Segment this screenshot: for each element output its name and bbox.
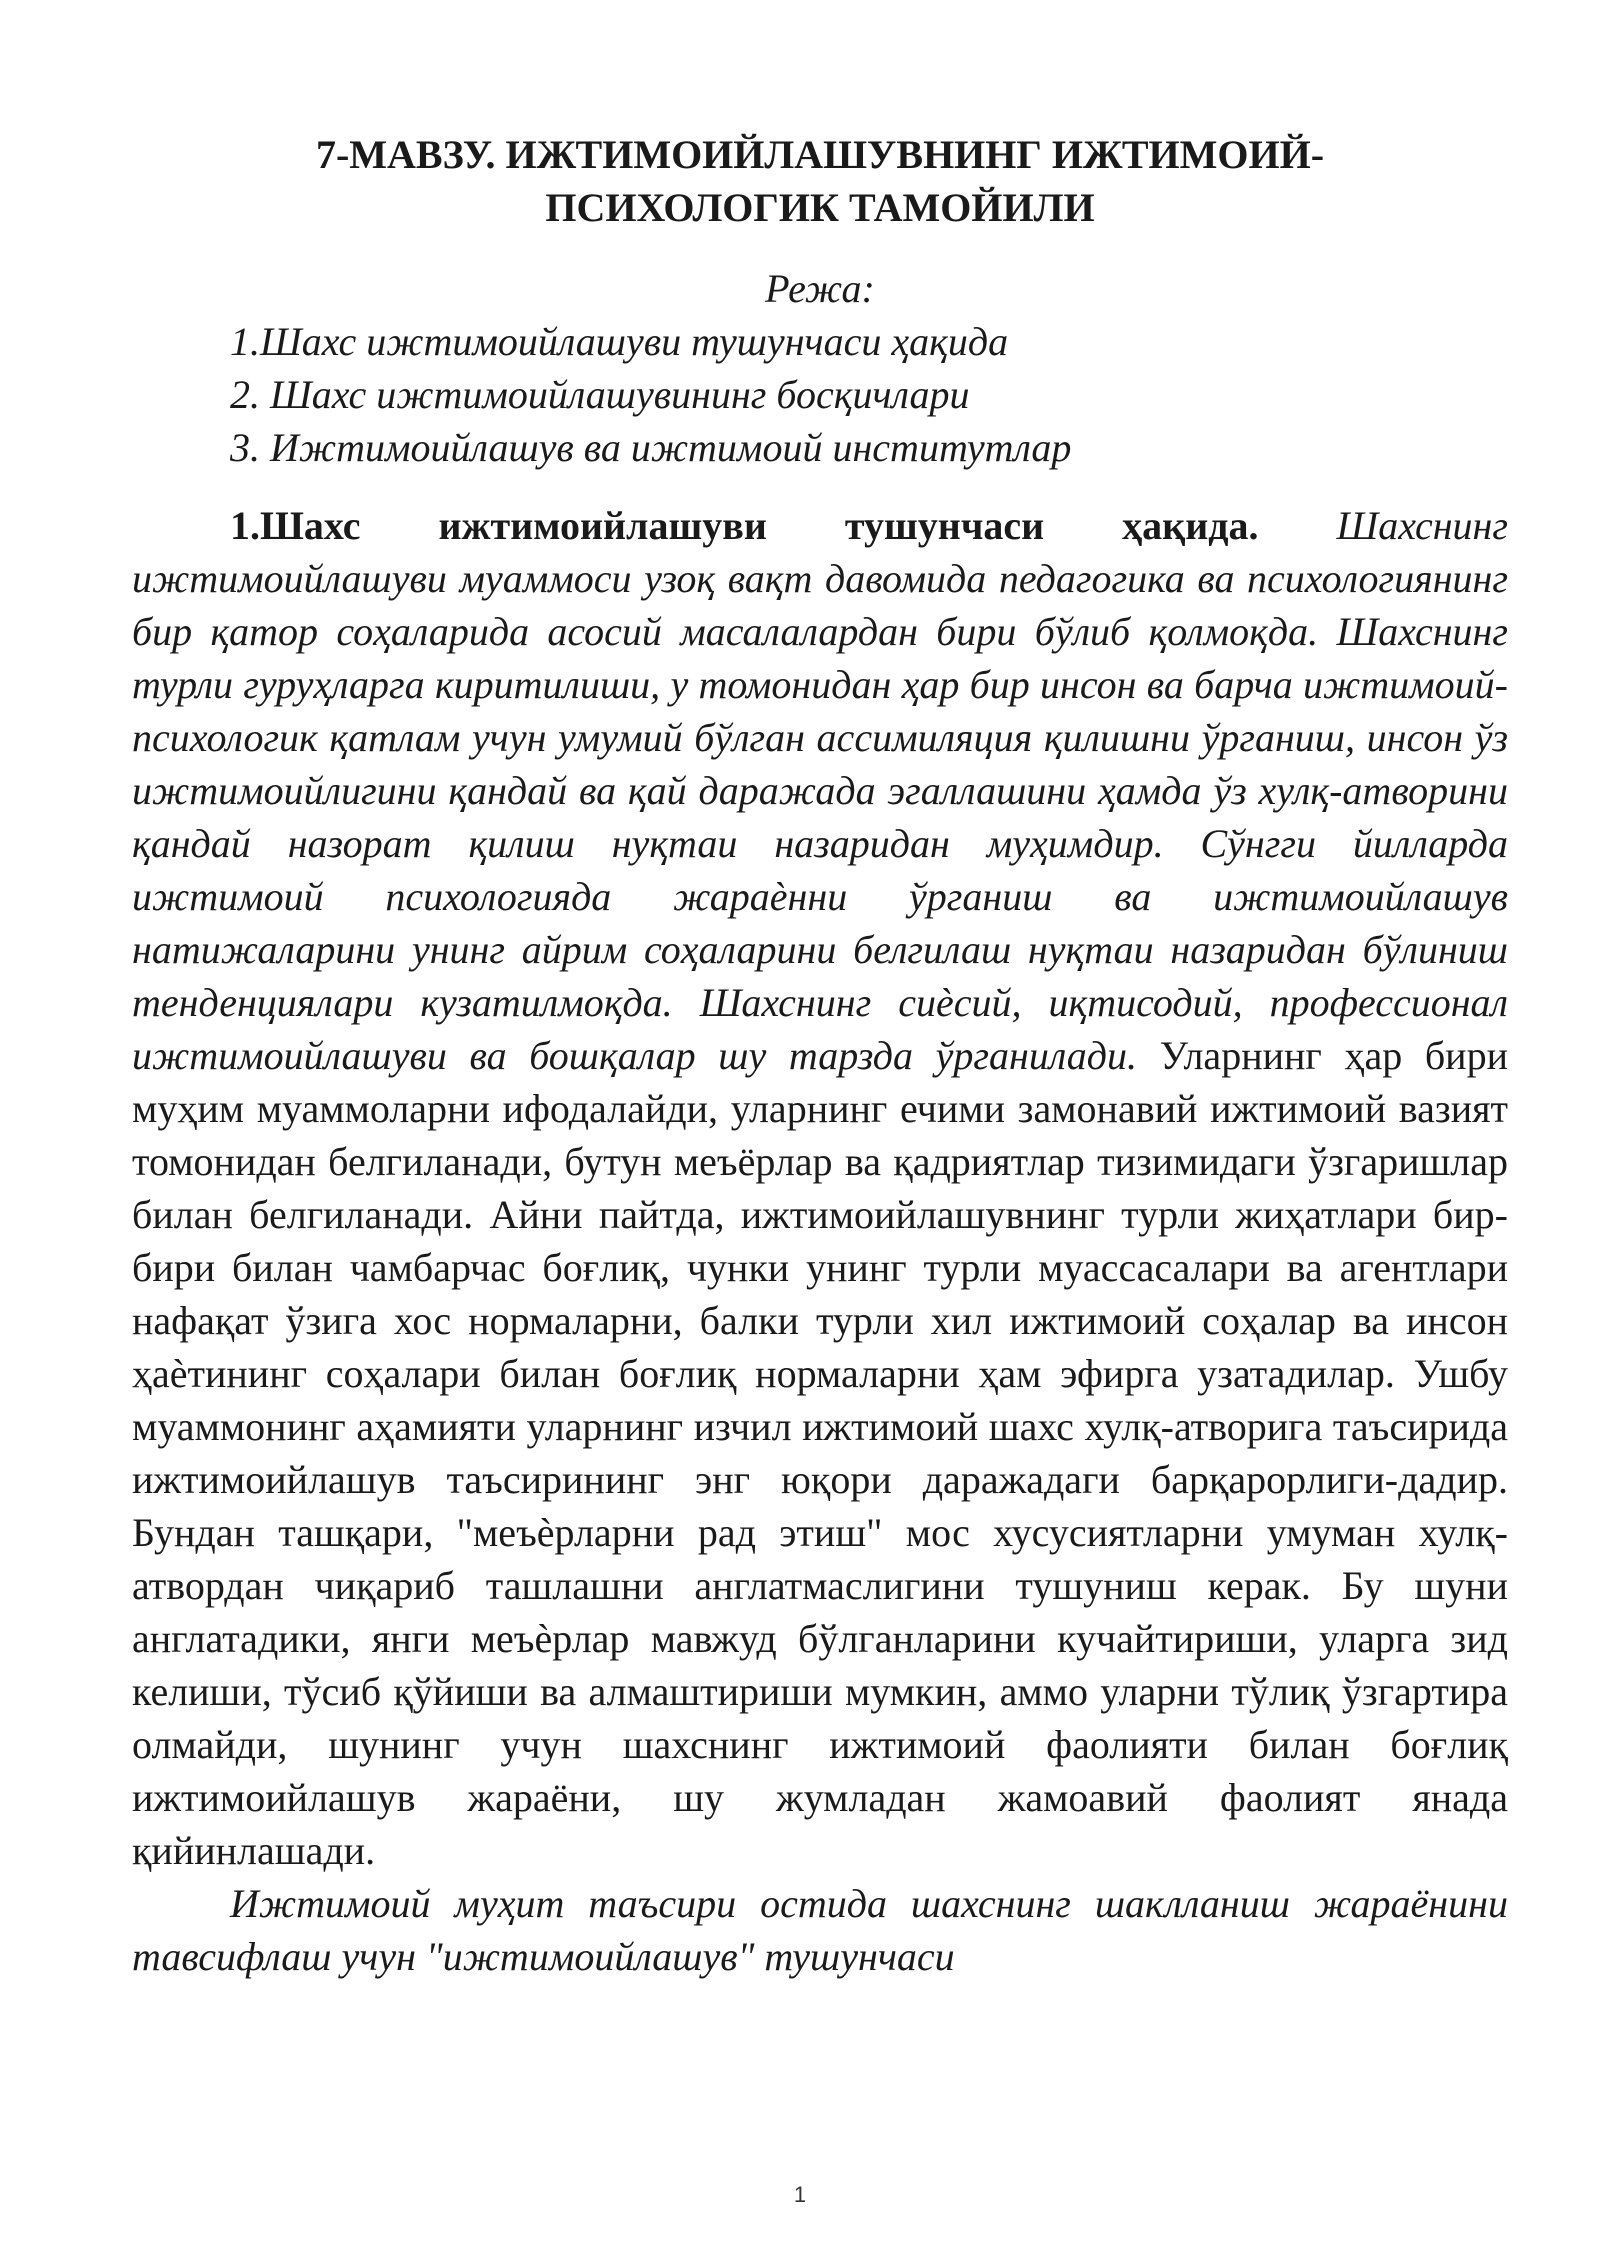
section-1-paragraph <box>132 499 1508 1877</box>
plan-list <box>230 315 1510 474</box>
title-line-1: 7-МАВЗУ. ИЖТИМОИЙЛАШУВНИНГ ИЖТИМОИЙ- <box>315 132 1325 177</box>
paragraph-2: Ижтимоий муҳит таъсири остида шахснинг шаклланиш жараёнини тавсифлаш учун "ижтимоийлашув" тушунчаси <box>132 1881 1508 1979</box>
plan-heading: Режа: <box>765 266 875 311</box>
document-title <box>130 128 1510 234</box>
section-1-heading: 1.Шахс ижтимоийлашуви тушунчаси ҳақида. <box>230 503 1259 548</box>
title-line-2: ПСИХОЛОГИК ТАМОЙИЛИ <box>545 185 1095 230</box>
plan-item: 2. Шахс ижтимоийлашувининг босқичлари <box>230 372 970 417</box>
page-number: 1 <box>793 2182 807 2207</box>
plan-item: 1.Шахс ижтимоийлашуви тушунчаси ҳақида <box>230 319 1009 364</box>
body-text <box>132 499 1508 1983</box>
section-1-italic-text: Шахснинг ижтимоийлашуви муаммоси узоқ вақт давомида педагогика ва психологиянинг бир қатор соҳаларида асосий масалалардан бири бўлиб қолмоқда. Шахснинг турли гуруҳларга киритилиши, у томонидан ҳар бир инсон ва барча ижтимоий-психологик қатлам учун умумий бўлган ассимиляция қилишни ўрганиш, инсон ўз ижтимоийлигини қандай ва қай даражада эгаллашини ҳамда ўз хулқ-атворини қандай назорат қилиш нуқтаи назаридан муҳимдир. Сўнгги йилларда ижтимоий психологияда жараѐнни ўрганиш ва ижтимоийлашув натижаларини унинг айрим соҳаларини белгилаш нуқтаи назаридан бўлиниш тенденциялари кузатилмоқда. Шахснинг сиѐсий, иқтисодий, профессионал ижтимоийлашуви ва бошқалар шу тарзда ўрганилади. <box>132 503 1508 1078</box>
section-1-regular-text: Уларнинг ҳар бири муҳим муаммоларни ифодалайди, уларнинг ечими замонавий ижтимоий вазият томонидан белгиланади, бутун меъёрлар ва қадриятлар тизимидаги ўзгаришлар билан белгиланади. Айни пайтда, ижтимоийлашувнинг турли жиҳатлари бир-бири билан чамбарчас боғлиқ, чунки унинг турли муассасалари ва агентлари нафақат ўзига хос нормаларни, балки турли хил ижтимоий соҳалар ва инсон ҳаѐтининг соҳалари билан боғлиқ нормаларни ҳам эфирга узатадилар. Ушбу муаммонинг аҳамияти уларнинг изчил ижтимоий шахс хулқ-атворига таъсирида ижтимоийлашув таъсирининг энг юқори даражадаги барқарорлиги-дадир. Бундан ташқари, "меъѐрларни рад этиш" мос хусусиятларни умуман хулқ-атвордан чиқариб ташлашни англатмаслигини тушуниш керак. Бу шуни англатадики, янги меъѐрлар мавжуд бўлганларини кучайтириши, уларга зид келиши, тўсиб қўйиши ва алмаштириши мумкин, аммо уларни тўлиқ ўзгартира олмайди, шунинг учун шахснинг ижтимоий фаолияти билан боғлиқ ижтимоийлашув жараёни, шу жумладан жамоавий фаолият янада қийинлашади. <box>132 1033 1508 1873</box>
plan-item: 3. Ижтимоийлашув ва ижтимоий институтлар <box>230 425 1072 470</box>
